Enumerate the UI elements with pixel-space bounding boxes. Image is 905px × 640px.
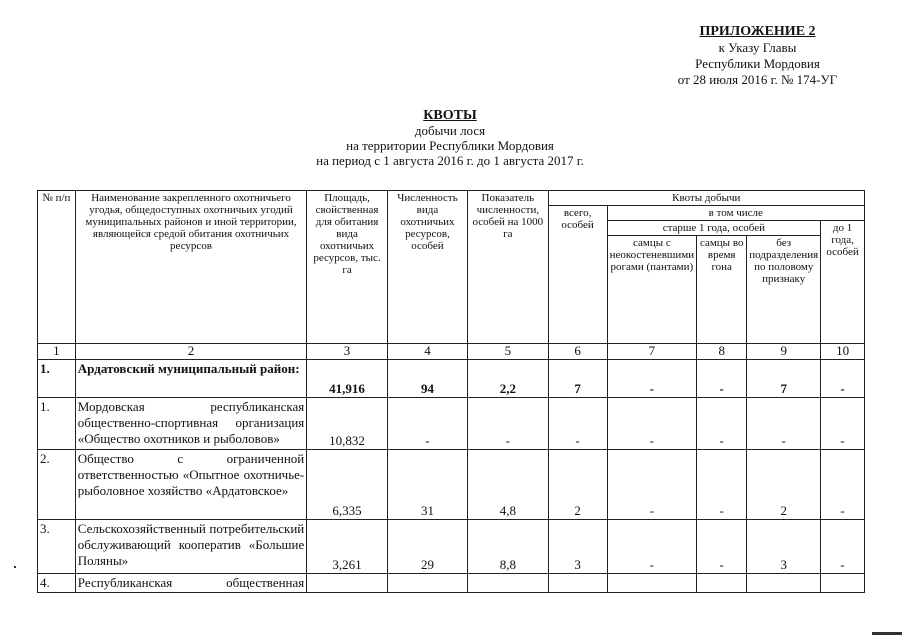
appendix-title: ПРИЛОЖЕНИЕ 2 bbox=[699, 24, 816, 39]
table-row bbox=[38, 574, 865, 593]
table-row bbox=[38, 450, 865, 520]
col-number: 8 bbox=[697, 344, 747, 360]
row-c8: - bbox=[697, 360, 747, 398]
row-name: Общество с ограниченной ответственностью «Опытное охотничье-рыболовное хозяйство «Ардатовское» bbox=[75, 450, 306, 520]
header-no: № п/п bbox=[38, 191, 76, 344]
header-total: всего, особей bbox=[548, 206, 607, 344]
scan-mark bbox=[14, 566, 16, 568]
row-c9 bbox=[747, 574, 821, 593]
row-c7 bbox=[607, 574, 697, 593]
row-name: Мордовская республиканская общественно-спортивная организация «Общество охотников и рыболовов» bbox=[75, 398, 306, 450]
row-area: 41,916 bbox=[307, 360, 388, 398]
row-no: 1. bbox=[38, 398, 76, 450]
col-number: 10 bbox=[821, 344, 865, 360]
col-number: 3 bbox=[307, 344, 388, 360]
row-c10: - bbox=[821, 360, 865, 398]
col-number: 2 bbox=[75, 344, 306, 360]
row-no: 3. bbox=[38, 520, 76, 574]
row-c9: 3 bbox=[747, 520, 821, 574]
row-c8: - bbox=[697, 398, 747, 450]
row-density bbox=[468, 574, 549, 593]
header-under1: до 1 года, особей bbox=[821, 221, 865, 344]
row-c8 bbox=[697, 574, 747, 593]
row-density: 4,8 bbox=[468, 450, 549, 520]
row-c8: - bbox=[697, 520, 747, 574]
header-count: Численность вида охотничьих ресурсов, особей bbox=[387, 191, 467, 344]
table-row bbox=[38, 520, 865, 574]
row-c7: - bbox=[607, 450, 697, 520]
heading-line-2: на территории Республики Мордовия bbox=[346, 138, 554, 153]
row-name: Сельскохозяйственный потребительский обслуживающий кооператив «Большие Поляны» bbox=[75, 520, 306, 574]
table-row bbox=[38, 360, 865, 398]
row-count: 31 bbox=[387, 450, 467, 520]
col-number: 4 bbox=[387, 344, 467, 360]
row-c7: - bbox=[607, 398, 697, 450]
scan-mark bbox=[872, 632, 902, 635]
header-males-antlers: самцы с неокостеневшими рогами (пантами) bbox=[607, 236, 697, 344]
header-density: Показатель численности, особей на 1000 га bbox=[468, 191, 549, 344]
row-count: 29 bbox=[387, 520, 467, 574]
row-total: 2 bbox=[548, 450, 607, 520]
column-number-row bbox=[38, 344, 865, 360]
header-older: старше 1 года, особей bbox=[607, 221, 821, 236]
header-quotas: Квоты добычи bbox=[548, 191, 864, 206]
appendix-line-2: Республики Мордовия bbox=[695, 56, 820, 71]
row-count: 94 bbox=[387, 360, 467, 398]
row-c10: - bbox=[821, 450, 865, 520]
col-number: 6 bbox=[548, 344, 607, 360]
header-males-rut: самцы во время гона bbox=[697, 236, 747, 344]
row-c8: - bbox=[697, 450, 747, 520]
row-no: 2. bbox=[38, 450, 76, 520]
row-c9: 7 bbox=[747, 360, 821, 398]
row-no: 4. bbox=[38, 574, 76, 593]
col-number: 1 bbox=[38, 344, 76, 360]
document-heading bbox=[230, 108, 670, 168]
row-c10 bbox=[821, 574, 865, 593]
row-no: 1. bbox=[38, 360, 76, 398]
appendix-line-1: к Указу Главы bbox=[718, 40, 797, 55]
document-title: КВОТЫ bbox=[423, 108, 477, 123]
row-c7: - bbox=[607, 360, 697, 398]
row-c10: - bbox=[821, 398, 865, 450]
header-name: Наименование закрепленного охотничьего угодья, общедоступных охотничьих угодий муниципальных районов и иной территории, являющейся средой обитания охотничьих ресурсов bbox=[75, 191, 306, 344]
appendix-block bbox=[640, 24, 875, 88]
row-c9: 2 bbox=[747, 450, 821, 520]
quota-table bbox=[37, 190, 865, 593]
row-area bbox=[307, 574, 388, 593]
table-row bbox=[38, 398, 865, 450]
row-total: 3 bbox=[548, 520, 607, 574]
col-number: 9 bbox=[747, 344, 821, 360]
header-area: Площадь, свойственная для обитания вида охотничьих ресурсов, тыс. га bbox=[307, 191, 388, 344]
header-no-sex: без подразделения по половому признаку bbox=[747, 236, 821, 344]
row-count: - bbox=[387, 398, 467, 450]
heading-line-1: добычи лося bbox=[414, 123, 486, 138]
row-name: Ардатовский муниципальный район: bbox=[75, 360, 306, 398]
row-density: 2,2 bbox=[468, 360, 549, 398]
col-number: 7 bbox=[607, 344, 697, 360]
row-density: - bbox=[468, 398, 549, 450]
row-c7: - bbox=[607, 520, 697, 574]
row-c9: - bbox=[747, 398, 821, 450]
row-count bbox=[387, 574, 467, 593]
col-number: 5 bbox=[468, 344, 549, 360]
row-density: 8,8 bbox=[468, 520, 549, 574]
row-c10: - bbox=[821, 520, 865, 574]
row-name: Республиканская общественная bbox=[75, 574, 306, 593]
row-total: 7 bbox=[548, 360, 607, 398]
heading-line-3: на период с 1 августа 2016 г. до 1 августа 2017 г. bbox=[316, 153, 584, 168]
row-area: 6,335 bbox=[307, 450, 388, 520]
header-including: в том числе bbox=[607, 206, 864, 221]
row-area: 3,261 bbox=[307, 520, 388, 574]
row-total bbox=[548, 574, 607, 593]
appendix-line-3: от 28 июля 2016 г. № 174-УГ bbox=[677, 72, 838, 87]
row-area: 10,832 bbox=[307, 398, 388, 450]
row-total: - bbox=[548, 398, 607, 450]
